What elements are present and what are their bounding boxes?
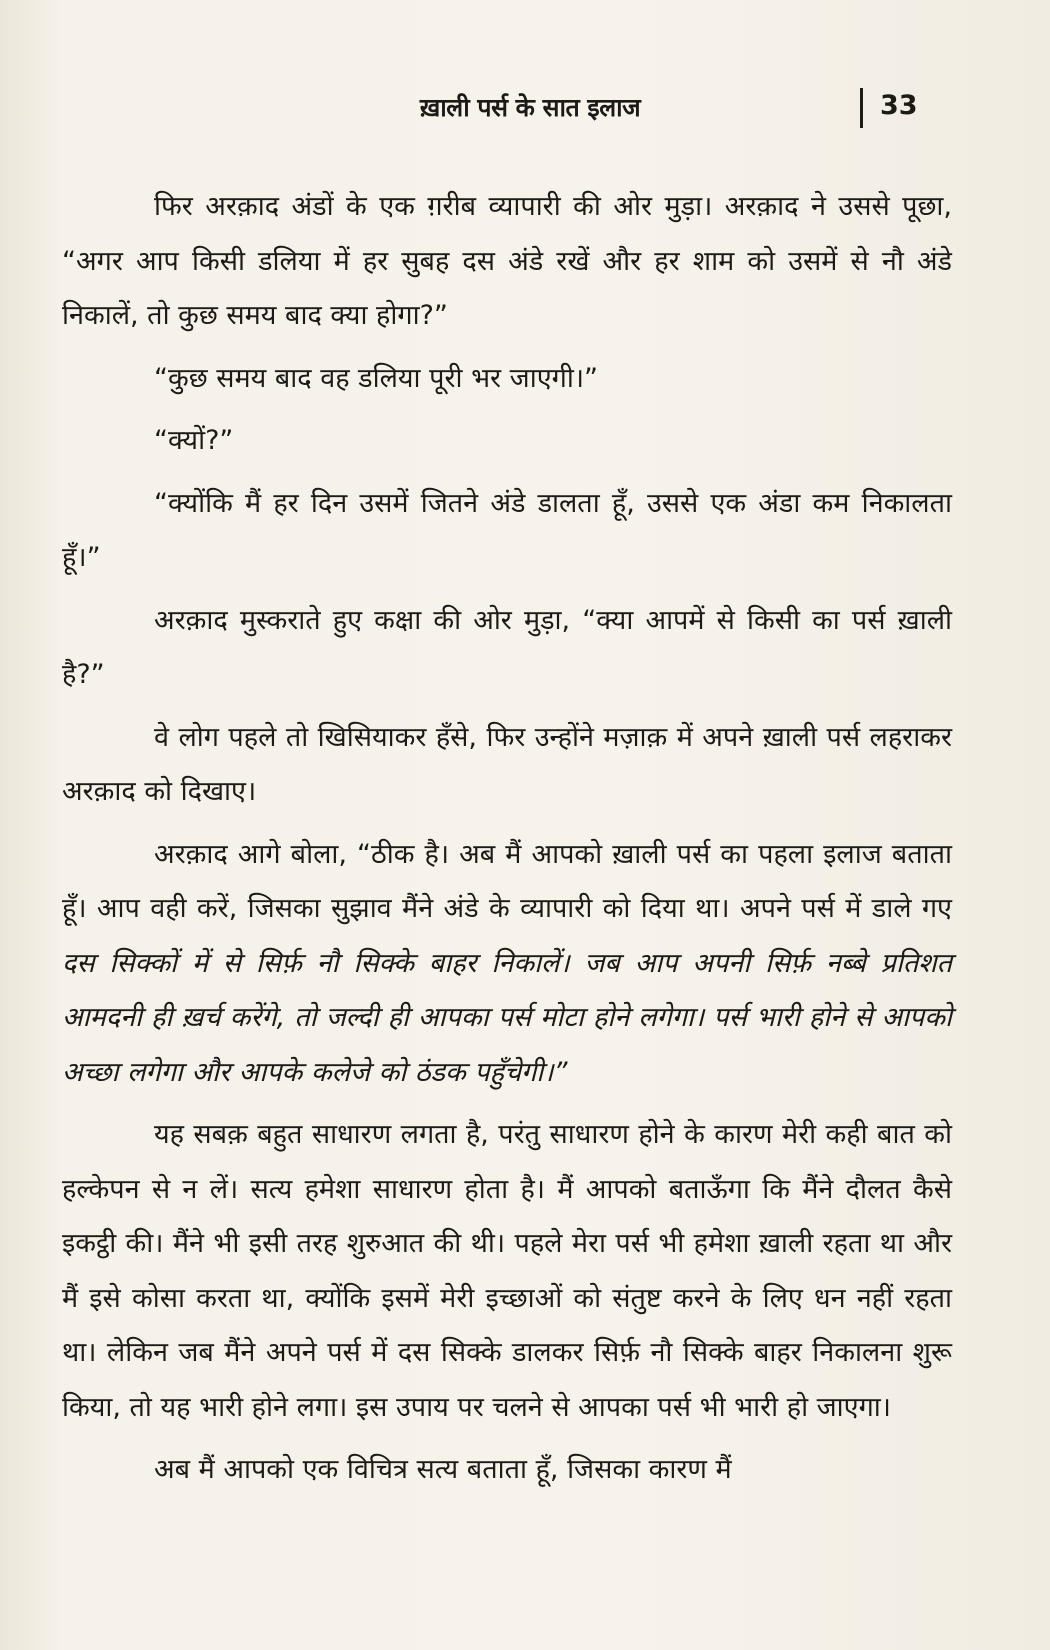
paragraph (62, 711, 952, 820)
paragraph-text: अरक़ाद आगे बोला, “ठीक है। अब मैं आपको ख़ाली पर्स का पहला इलाज बताता हूँ। आप वही करें, जिसका सुझाव मैंने अंडे के व्यापारी को दिया था। अपने पर्स में डाले गए (62, 838, 952, 924)
paragraph-text: अरक़ाद मुस्कराते हुए कक्षा की ओर मुड़ा, “क्या आपमें से किसी का पर्स ख़ाली है?” (62, 604, 952, 690)
running-head-title: ख़ाली पर्स के सात इलाज (419, 93, 641, 122)
paragraph (62, 352, 952, 407)
paragraph-text: “कुछ समय बाद वह डलिया पूरी भर जाएगी।” (154, 362, 599, 394)
paragraph (62, 414, 952, 469)
paragraph-text: “क्यों?” (154, 425, 234, 456)
paragraph-italic-text: दस सिक्कों में से सिर्फ़ नौ सिक्के बाहर निकालें। जब आप अपनी सिर्फ़ नब्बे प्रतिशत आमदनी ही ख़र्च करेंगे, तो जल्दी ही आपका पर्स मोटा होने लगेगा। पर्स भारी होने से आपको अच्छा लगेगा और आपके कलेजे को ठंडक पहुँचेगी।” (62, 947, 952, 1088)
paragraph (62, 594, 952, 703)
paragraph (62, 1443, 952, 1498)
paragraph (62, 477, 952, 586)
paragraph-text: “क्योंकि मैं हर दिन उसमें जितने अंडे डालता हूँ, उससे एक अंडा कम निकालता हूँ।” (62, 487, 952, 573)
paragraph (62, 828, 952, 1101)
paragraph-text: वे लोग पहले तो खिसियाकर हँसे, फिर उन्होंने मज़ाक़ में अपने ख़ाली पर्स लहराकर अरक़ाद को दिखाए। (62, 721, 952, 807)
paragraph-text: फिर अरक़ाद अंडों के एक ग़रीब व्यापारी की ओर मुड़ा। अरक़ाद ने उससे पूछा, “अगर आप किसी डलिया में हर सुबह दस अंडे रखें और हर शाम को उसमें से नौ अंडे निकालें, तो कुछ समय बाद क्या होगा?” (62, 191, 952, 331)
paragraph-text: अब मैं आपको एक विचित्र सत्य बताता हूँ, जिसका कारण मैं (154, 1454, 732, 1485)
paragraph-text: यह सबक़ बहुत साधारण लगता है, परंतु साधारण होने के कारण मेरी कही बात को हल्केपन से न लें। सत्य हमेशा साधारण होता है। मैं आपको बताऊँगा कि मैंने दौलत कैसे इकट्ठी की। मैंने भी इसी तरह शुरुआत की थी। पहले मेरा पर्स भी हमेशा ख़ाली रहता था और मैं इसे कोसा करता था, क्योंकि इसमें मेरी इच्छाओं को संतुष्ट करने के लिए धन नहीं रहता था। लेकिन जब मैंने अपने पर्स में दस सिक्के डालकर सिर्फ़ नौ सिक्के बाहर निकालना शुरू किया, तो यह भारी होने लगा। इस उपाय पर चलने से आपका पर्स भी भारी हो जाएगा। (62, 1119, 952, 1423)
page-number: 33 (880, 90, 918, 121)
page-header (60, 88, 960, 132)
page-body (62, 180, 952, 1506)
paragraph (62, 180, 952, 344)
paragraph (62, 1108, 952, 1435)
header-divider (860, 88, 863, 128)
